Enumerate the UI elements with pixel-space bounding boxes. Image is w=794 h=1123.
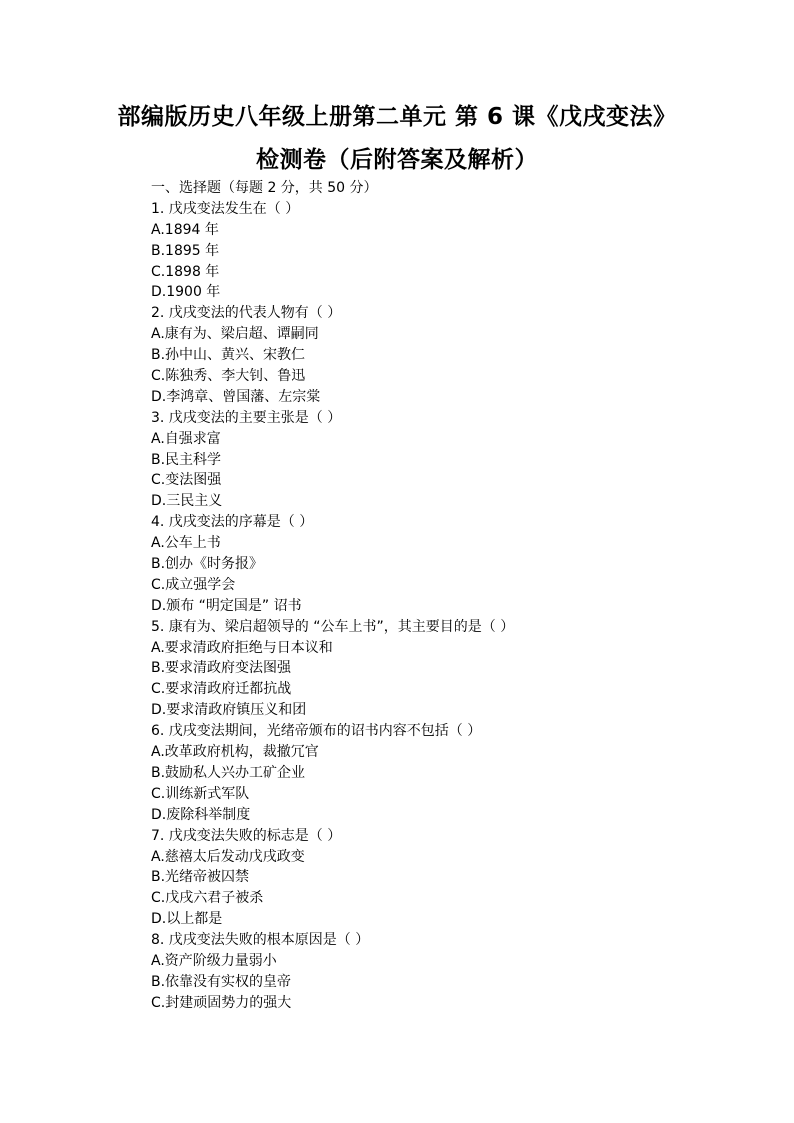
section-heading: 一、选择题（每题 2 分，共 50 分） (151, 180, 378, 196)
option-line: A.改革政府机构，裁撤冗官 (151, 744, 319, 761)
option-line: D.颁布 “明定国是” 诏书 (151, 597, 302, 614)
question-line: 8. 戊戌变法失败的根本原因是（ ） (151, 932, 370, 949)
option-line: A.慈禧太后发动戊戌政变 (151, 848, 305, 865)
option-line: C.1898 年 (151, 263, 220, 280)
option-line: B.依靠没有实权的皇帝 (151, 973, 292, 990)
option-line: A.资产阶级力量弱小 (151, 952, 277, 969)
option-line: C.变法图强 (151, 472, 222, 489)
question-body (151, 178, 711, 1014)
option-line: A.1894 年 (151, 221, 219, 238)
option-line: C.戊戌六君子被杀 (151, 890, 264, 907)
option-line: C.训练新式军队 (151, 785, 250, 802)
question-line: 2. 戊戌变法的代表人物有（ ） (151, 305, 342, 322)
option-line: C.成立强学会 (151, 576, 236, 593)
option-line: A.康有为、梁启超、谭嗣同 (151, 326, 319, 343)
option-line: B.要求清政府变法图强 (151, 660, 292, 677)
option-line: B.创办《时务报》 (151, 556, 264, 573)
option-line: A.要求清政府拒绝与日本议和 (151, 639, 333, 656)
question-line: 3. 戊戌变法的主要主张是（ ） (151, 409, 342, 426)
question-line: 1. 戊戌变法发生在（ ） (151, 200, 300, 217)
option-line: C.要求清政府迁都抗战 (151, 681, 292, 698)
option-line: B.孙中山、黄兴、宋教仁 (151, 347, 306, 364)
option-line: D.废除科举制度 (151, 806, 251, 823)
option-line: A.公车上书 (151, 535, 221, 552)
question-line: 4. 戊戌变法的序幕是（ ） (151, 514, 314, 531)
document-title-line-1: 部编版历史八年级上册第二单元 第 6 课《戊戌变法》 (117, 104, 677, 130)
option-line: C.陈独秀、李大钊、鲁迅 (151, 368, 306, 385)
document-title-line-2: 检测卷（后附答案及解析） (256, 147, 538, 173)
option-line: B.鼓励私人兴办工矿企业 (151, 764, 306, 781)
option-line: D.三民主义 (151, 493, 223, 510)
option-line: B.1895 年 (151, 242, 220, 259)
option-line: D.1900 年 (151, 284, 221, 301)
option-line: C.封建顽固势力的强大 (151, 994, 292, 1011)
option-line: B.民主科学 (151, 451, 222, 468)
option-line: A.自强求富 (151, 430, 221, 447)
question-line: 7. 戊戌变法失败的标志是（ ） (151, 827, 342, 844)
option-line: D.以上都是 (151, 911, 223, 928)
option-line: B.光绪帝被囚禁 (151, 869, 250, 886)
question-line: 6. 戊戌变法期间，光绪帝颁布的诏书内容不包括（ ） (151, 723, 482, 740)
option-line: D.李鸿章、曾国藩、左宗棠 (151, 388, 321, 405)
option-line: D.要求清政府镇压义和团 (151, 702, 307, 719)
question-line: 5. 康有为、梁启超领导的 “公车上书”，其主要目的是（ ） (151, 618, 515, 635)
